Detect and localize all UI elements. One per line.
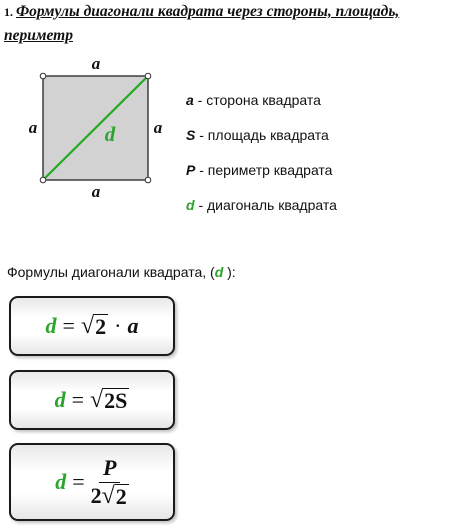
sqrt-sign: √ xyxy=(90,386,104,413)
equals-sign: = xyxy=(62,313,75,338)
legend-item-area xyxy=(186,125,337,160)
side-label-bottom: a xyxy=(91,182,101,201)
sqrt-sign: √ xyxy=(101,482,115,509)
legend-text: - площадь квадрата xyxy=(195,127,329,143)
formula-lhs: d xyxy=(54,387,66,412)
vertex-dot xyxy=(40,177,46,183)
side-label-right: a xyxy=(153,118,163,137)
legend-symbol: d xyxy=(186,197,195,213)
side-label-left: a xyxy=(28,118,38,137)
title-number: 1. xyxy=(4,5,13,19)
sqrt-sign: √ xyxy=(80,312,95,339)
formula-box-side xyxy=(9,296,175,356)
equals-sign: = xyxy=(71,387,84,412)
legend-text: - периметр квадрата xyxy=(195,162,333,178)
legend-item-side xyxy=(186,90,337,125)
formula-lhs: d xyxy=(45,313,57,338)
dot-operator: · xyxy=(114,313,122,338)
fraction-numerator: P xyxy=(99,456,120,482)
vertex-dot xyxy=(145,73,151,79)
formula-box-area xyxy=(9,370,175,430)
legend xyxy=(186,90,337,230)
title-text: Формулы диагонали квадрата через стороны, площадь, периметр xyxy=(4,3,400,44)
sqrt-expression xyxy=(81,314,108,338)
equals-sign: = xyxy=(72,469,85,494)
diagonal-label: d xyxy=(104,122,116,146)
square-diagram xyxy=(0,52,180,202)
sqrt-expression xyxy=(102,484,129,508)
formula-box-perimeter xyxy=(9,443,175,521)
vertex-dot xyxy=(40,73,46,79)
legend-symbol: P xyxy=(186,162,196,178)
legend-text: - сторона квадрата xyxy=(193,92,321,108)
radicand: 2 xyxy=(115,483,127,509)
legend-item-diagonal xyxy=(186,195,337,230)
side-label-top: a xyxy=(91,54,101,73)
vertex-dot xyxy=(145,177,151,183)
legend-item-perimeter xyxy=(186,160,337,195)
fraction-denominator xyxy=(91,483,129,508)
formula-lhs: d xyxy=(55,469,67,494)
radicand: 2 xyxy=(95,313,107,339)
fraction xyxy=(91,456,129,507)
legend-symbol: a xyxy=(186,92,194,108)
radicand: 2S xyxy=(104,387,128,413)
subheading-suffix: ): xyxy=(223,264,236,280)
page-title xyxy=(4,0,470,47)
sqrt-expression xyxy=(90,388,129,412)
subheading-prefix: Формулы диагонали квадрата, ( xyxy=(7,264,215,280)
legend-text: - диагональ квадрата xyxy=(194,197,337,213)
legend-symbol: S xyxy=(186,127,196,143)
formula-rhs: a xyxy=(127,313,139,338)
denominator-coefficient: 2 xyxy=(90,482,102,508)
subheading-symbol: d xyxy=(214,264,224,280)
formulas-subheading xyxy=(7,262,236,282)
